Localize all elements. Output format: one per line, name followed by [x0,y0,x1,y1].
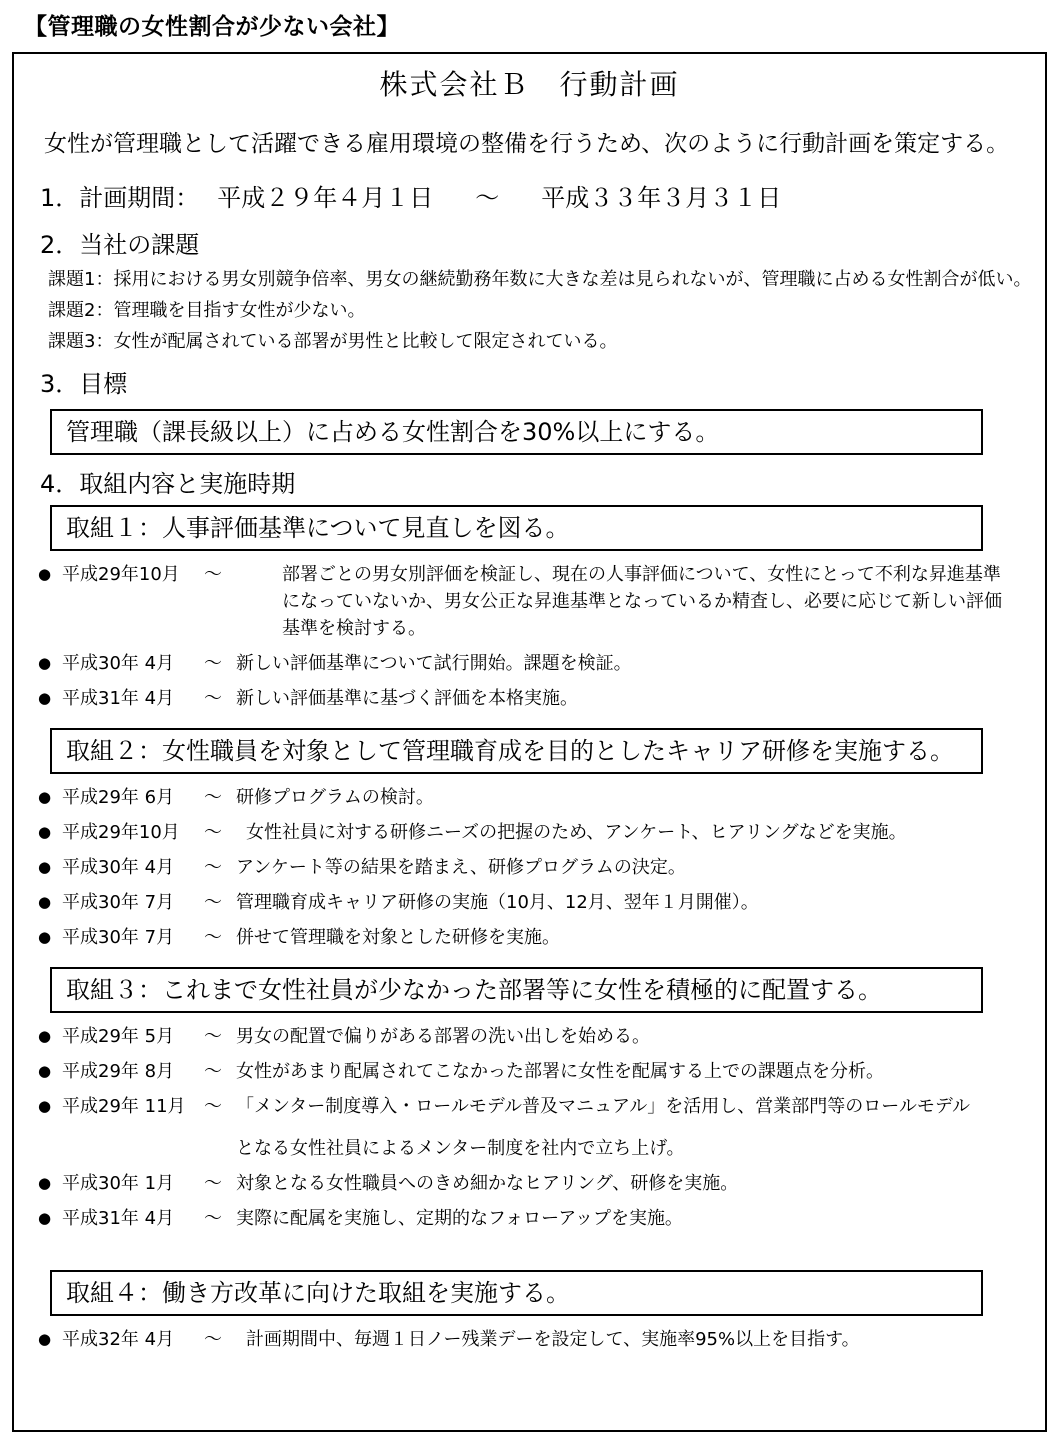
issues-section-heading: 2．当社の課題 [40,231,200,259]
bullet-icon: ● [38,893,52,911]
page-header: 【管理職の女性割合が少ない会社】 [24,14,400,40]
schedule-date: 平成32年 4月 [62,1329,175,1350]
initiatives-section-heading: 4．取組内容と実施時期 [40,470,296,498]
bullet-icon: ● [38,788,52,806]
bullet-icon: ● [38,1174,52,1192]
bullet-icon: ● [38,1330,52,1348]
schedule-item [38,1093,1045,1162]
tilde-separator: ～ [204,787,222,808]
tilde-separator: ～ [204,653,222,674]
schedule-item [38,1205,1045,1232]
bullet-icon: ● [38,823,52,841]
schedule-description: 併せて管理職を対象とした研修を実施。 [236,927,560,948]
bullet-icon: ● [38,858,52,876]
bullet-icon: ● [38,689,52,707]
bullet-icon: ● [38,654,52,672]
tilde-separator: ～ [204,1208,222,1229]
tilde-separator: ～ [475,184,500,212]
schedule-item [38,1023,1045,1050]
bullet-icon: ● [38,1097,52,1115]
issue-item: 課題2：管理職を目指す女性が少ない。 [48,300,366,321]
schedule-description: 新しい評価基準について試行開始。課題を検証。 [236,653,632,674]
schedule-description-line2: となる女性社員によるメンター制度を社内で立ち上げ。 [236,1138,685,1159]
schedule-description: 計画期間中、毎週１日ノー残業デーを設定して、実施率95%以上を目指す。 [246,1329,860,1350]
bullet-icon: ● [38,928,52,946]
schedule-item [38,784,1045,811]
initiative-title-box: 取組３：これまで女性社員が少なかった部署等に女性を積極的に配置する。 [50,967,983,1013]
tilde-separator: ～ [204,1026,222,1047]
schedule-item [38,819,1045,846]
plan-period-start-date: 平成２９年４月１日 [217,184,434,212]
initiative-title-box: 取組１：人事評価基準について見直しを図る。 [50,505,983,551]
schedule-description: 女性があまり配属されてこなかった部署に女性を配属する上での課題点を分析。 [236,1061,884,1082]
tilde-separator: ～ [204,822,222,843]
schedule-date: 平成29年 8月 [62,1061,175,1082]
tilde-separator: ～ [204,688,222,709]
tilde-separator: ～ [204,564,222,585]
tilde-separator: ～ [204,1061,222,1082]
schedule-item [38,924,1045,951]
schedule-description-line1: 「メンター制度導入・ロールモデル普及マニュアル」を活用し、営業部門等のロールモデル [236,1096,971,1117]
issue-item: 課題1：採用における男女別競争倍率、男女の継続勤務年数に大きな差は見られないが、管理職に占める女性割合が低い。 [48,269,1032,290]
schedule-description: 実際に配属を実施し、定期的なフォローアップを実施。 [236,1208,683,1229]
schedule-item [38,1058,1045,1085]
schedule-item [38,650,1045,677]
schedule-description: 管理職育成キャリア研修の実施（10月、12月、翌年１月開催）。 [236,892,759,913]
plan-period-end-date: 平成３３年３月３１日 [541,184,782,212]
tilde-separator: ～ [204,927,222,948]
schedule-date: 平成30年 4月 [62,857,175,878]
schedule-date: 平成29年10月 [62,822,180,843]
schedule-item [38,889,1045,916]
schedule-description [236,1093,1045,1162]
goal-section-heading: 3．目標 [40,370,128,398]
schedule-item [38,1170,1045,1197]
goal-statement-box: 管理職（課長級以上）に占める女性割合を30%以上にする。 [50,409,983,455]
schedule-item [38,854,1045,881]
schedule-description: 新しい評価基準に基づく評価を本格実施。 [236,688,578,709]
schedule-description: 研修プログラムの検討。 [236,787,434,808]
bullet-icon: ● [38,1209,52,1227]
schedule-item [38,561,1045,642]
plan-period-line [40,180,1045,216]
schedule-date: 平成29年 11月 [62,1096,186,1117]
schedule-date: 平成29年10月 [62,564,180,585]
schedule-date: 平成30年 1月 [62,1173,175,1194]
schedule-description: アンケート等の結果を踏まえ、研修プログラムの決定。 [236,857,686,878]
initiative-title-box: 取組２：女性職員を対象として管理職育成を目的としたキャリア研修を実施する。 [50,728,983,774]
bullet-icon: ● [38,1062,52,1080]
initiative-title-box: 取組４：働き方改革に向けた取組を実施する。 [50,1270,983,1316]
schedule-date: 平成31年 4月 [62,688,175,709]
intro-paragraph: 女性が管理職として活躍できる雇用環境の整備を行うため、次のように行動計画を策定する。 [44,131,1010,157]
schedule-date: 平成30年 7月 [62,927,175,948]
tilde-separator: ～ [204,1329,222,1350]
document-frame [12,52,1047,1432]
tilde-separator: ～ [204,892,222,913]
schedule-description: 女性社員に対する研修ニーズの把握のため、アンケート、ヒアリングなどを実施。 [246,822,907,843]
bullet-icon: ● [38,1027,52,1045]
schedule-date: 平成30年 4月 [62,653,175,674]
schedule-date: 平成29年 6月 [62,787,175,808]
issue-item: 課題3：女性が配属されている部署が男性と比較して限定されている。 [48,331,618,352]
schedule-date: 平成31年 4月 [62,1208,175,1229]
tilde-separator: ～ [204,1173,222,1194]
schedule-description: 対象となる女性職員へのきめ細かなヒアリング、研修を実施。 [236,1173,739,1194]
schedule-date: 平成30年 7月 [62,892,175,913]
schedule-description: 男女の配置で偏りがある部署の洗い出しを始める。 [236,1026,650,1047]
tilde-separator: ～ [204,857,222,878]
schedule-date: 平成29年 5月 [62,1026,175,1047]
bullet-icon: ● [38,565,52,583]
schedule-item [38,685,1045,712]
plan-period-label: 1．計画期間： [40,184,200,212]
tilde-separator: ～ [204,1096,222,1117]
document-title: 株式会社Ｂ 行動計画 [379,68,680,101]
issues-list [48,264,1041,357]
schedule-description: 部署ごとの男女別評価を検証し、現在の人事評価について、女性にとって不利な昇進基準になっていないか、男女公正な昇進基準となっているか精査し、必要に応じて新しい評価基準を検討する。 [282,564,1002,639]
schedule-item [38,1326,1045,1353]
